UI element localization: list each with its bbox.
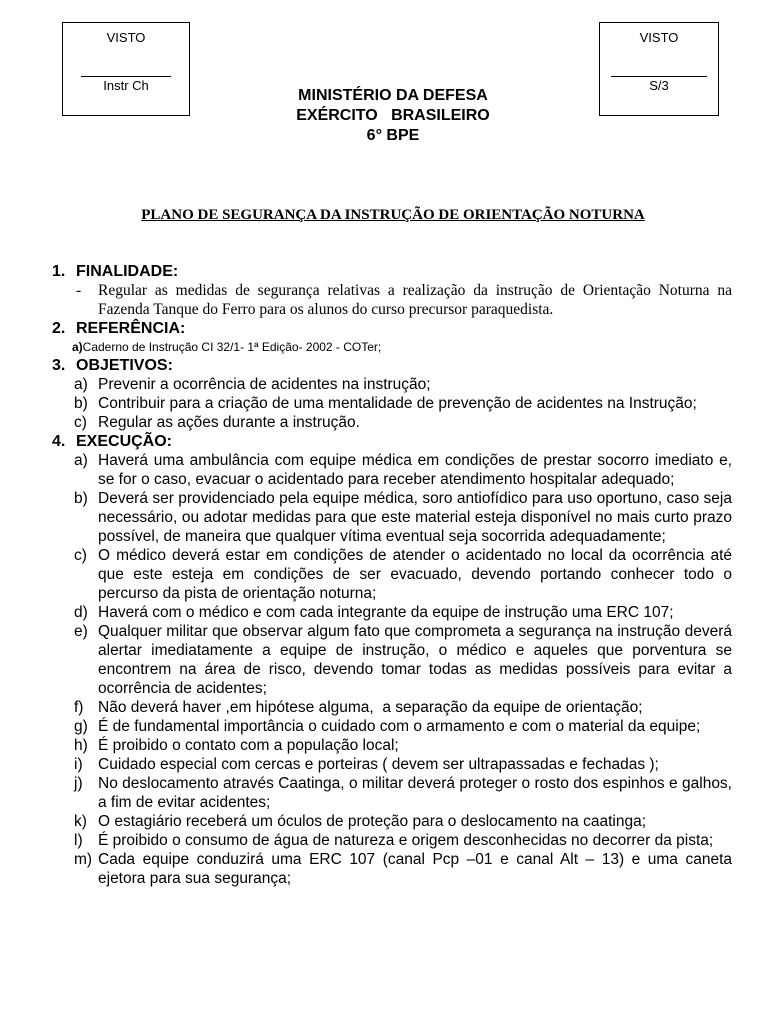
reference-item [52, 340, 732, 355]
list-item [52, 717, 732, 736]
section-number: 3. [52, 357, 66, 374]
section-finalidade [52, 262, 732, 281]
item-label: d) [74, 604, 88, 621]
list-item [52, 451, 732, 489]
item-text: Haverá com o médico e com cada integrante da equipe de instrução uma ERC 107; [98, 604, 674, 621]
list-item [52, 755, 732, 774]
signature-label: S/3 [649, 78, 669, 93]
list-item [52, 281, 732, 319]
signature-line [81, 76, 171, 77]
section-number: 4. [52, 433, 66, 450]
header-ministry: MINISTÉRIO DA DEFESA [298, 87, 488, 104]
item-label: e) [74, 623, 88, 640]
signature-line [611, 76, 707, 77]
item-text: Cada equipe conduzirá uma ERC 107 (canal Pcp –01 e canal Alt – 13) e uma caneta ejetora para sua segurança; [98, 851, 732, 887]
item-text: Caderno de Instrução CI 32/1- 1ª Edição- 2002 - COTer; [82, 340, 382, 354]
list-item [52, 736, 732, 755]
document-header [0, 86, 768, 146]
item-text: O médico deverá estar em condições de atender o acidentado no local da ocorrência até que este esteja em condições de ser evacuado, devendo portando conhecer todo o percurso da pista de orientação noturna; [98, 547, 732, 602]
item-text: Contribuir para a criação de uma mentalidade de prevenção de acidentes na Instrução; [98, 395, 697, 412]
visto-title: VISTO [639, 30, 679, 45]
list-item [52, 812, 732, 831]
list-item [52, 546, 732, 603]
list-item [52, 413, 732, 432]
document-body [52, 262, 732, 888]
item-text: Qualquer militar que observar algum fato que comprometa a segurança na instrução deverá alertar imediatamente a equipe de instrução, o médico e aqueles que porventura se encontrem na área de risco, devendo tomar todas as medidas possíveis para evitar a ocorrência de acidentes; [98, 623, 732, 697]
item-label: b) [74, 395, 88, 412]
section-title: EXECUÇÃO: [76, 433, 173, 450]
section-execucao [52, 432, 732, 451]
item-label: j) [74, 775, 83, 792]
list-item [52, 774, 732, 812]
item-text: Deverá ser providenciado pela equipe médica, soro antiofídico para uso oportuno, caso seja necessário, ou adotar medidas para que este material esteja disponível no mais curto prazo possível, de maneira que qualquer vítima eventual seja socorrida adequadamente; [98, 490, 732, 545]
item-label: f) [74, 699, 84, 716]
section-number: 1. [52, 263, 66, 280]
item-label: a) [72, 340, 83, 354]
list-item [52, 850, 732, 888]
item-label: m) [74, 851, 93, 868]
item-label: l) [74, 832, 83, 849]
item-label: c) [74, 414, 87, 431]
list-item [52, 622, 732, 698]
list-item [52, 603, 732, 622]
list-item [52, 831, 732, 850]
section-referencia [52, 319, 732, 338]
item-label: c) [74, 547, 87, 564]
header-army: EXÉRCITO BRASILEIRO [296, 107, 490, 124]
item-bullet: - [76, 282, 82, 299]
item-text: Regular as ações durante a instrução. [98, 414, 360, 431]
item-text: O estagiário receberá um óculos de proteção para o deslocamento na caatinga; [98, 813, 647, 830]
item-text: Haverá uma ambulância com equipe médica em condições de prestar socorro imediato e, se for o caso, evacuar o acidentado para receber atendimento hospitalar adequado; [98, 452, 732, 488]
item-text: Cuidado especial com cercas e porteiras ( devem ser ultrapassadas e fechadas ); [98, 756, 659, 773]
item-text: É proibido o consumo de água de natureza e origem desconhecidas no decorrer da pista; [98, 832, 714, 849]
plan-title: PLANO DE SEGURANÇA DA INSTRUÇÃO DE ORIENTAÇÃO NOTURNA [141, 207, 645, 223]
item-text: Não deverá haver ,em hipótese alguma, a separação da equipe de orientação; [98, 699, 643, 716]
item-label: k) [74, 813, 87, 830]
item-label: b) [74, 490, 88, 507]
item-label: a) [74, 452, 88, 469]
item-label: h) [74, 737, 88, 754]
item-text: É proibido o contato com a população local; [98, 737, 399, 754]
item-label: i) [74, 756, 83, 773]
list-item [52, 375, 732, 394]
section-number: 2. [52, 320, 66, 337]
item-text: No deslocamento através Caatinga, o militar deverá proteger o rosto dos espinhos e galhos, a fim de evitar acidentes; [98, 775, 732, 811]
list-item [52, 394, 732, 413]
item-label: a) [74, 376, 88, 393]
section-objetivos [52, 356, 732, 375]
signature-label: Instr Ch [103, 78, 149, 93]
visto-title: VISTO [106, 30, 146, 45]
item-label: g) [74, 718, 88, 735]
header-battalion: 6° BPE [366, 127, 420, 144]
section-title: OBJETIVOS: [76, 357, 173, 374]
item-text: Regular as medidas de segurança relativas a realização da instrução de Orientação Noturna na Fazenda Tanque do Ferro para os alunos do curso precursor paraquedista. [98, 282, 732, 318]
list-item [52, 489, 732, 546]
section-title: FINALIDADE: [76, 263, 179, 280]
item-text: É de fundamental importância o cuidado com o armamento e com o material da equipe; [98, 718, 701, 735]
section-title: REFERÊNCIA: [76, 320, 186, 337]
item-text: Prevenir a ocorrência de acidentes na instrução; [98, 376, 431, 393]
list-item [52, 698, 732, 717]
